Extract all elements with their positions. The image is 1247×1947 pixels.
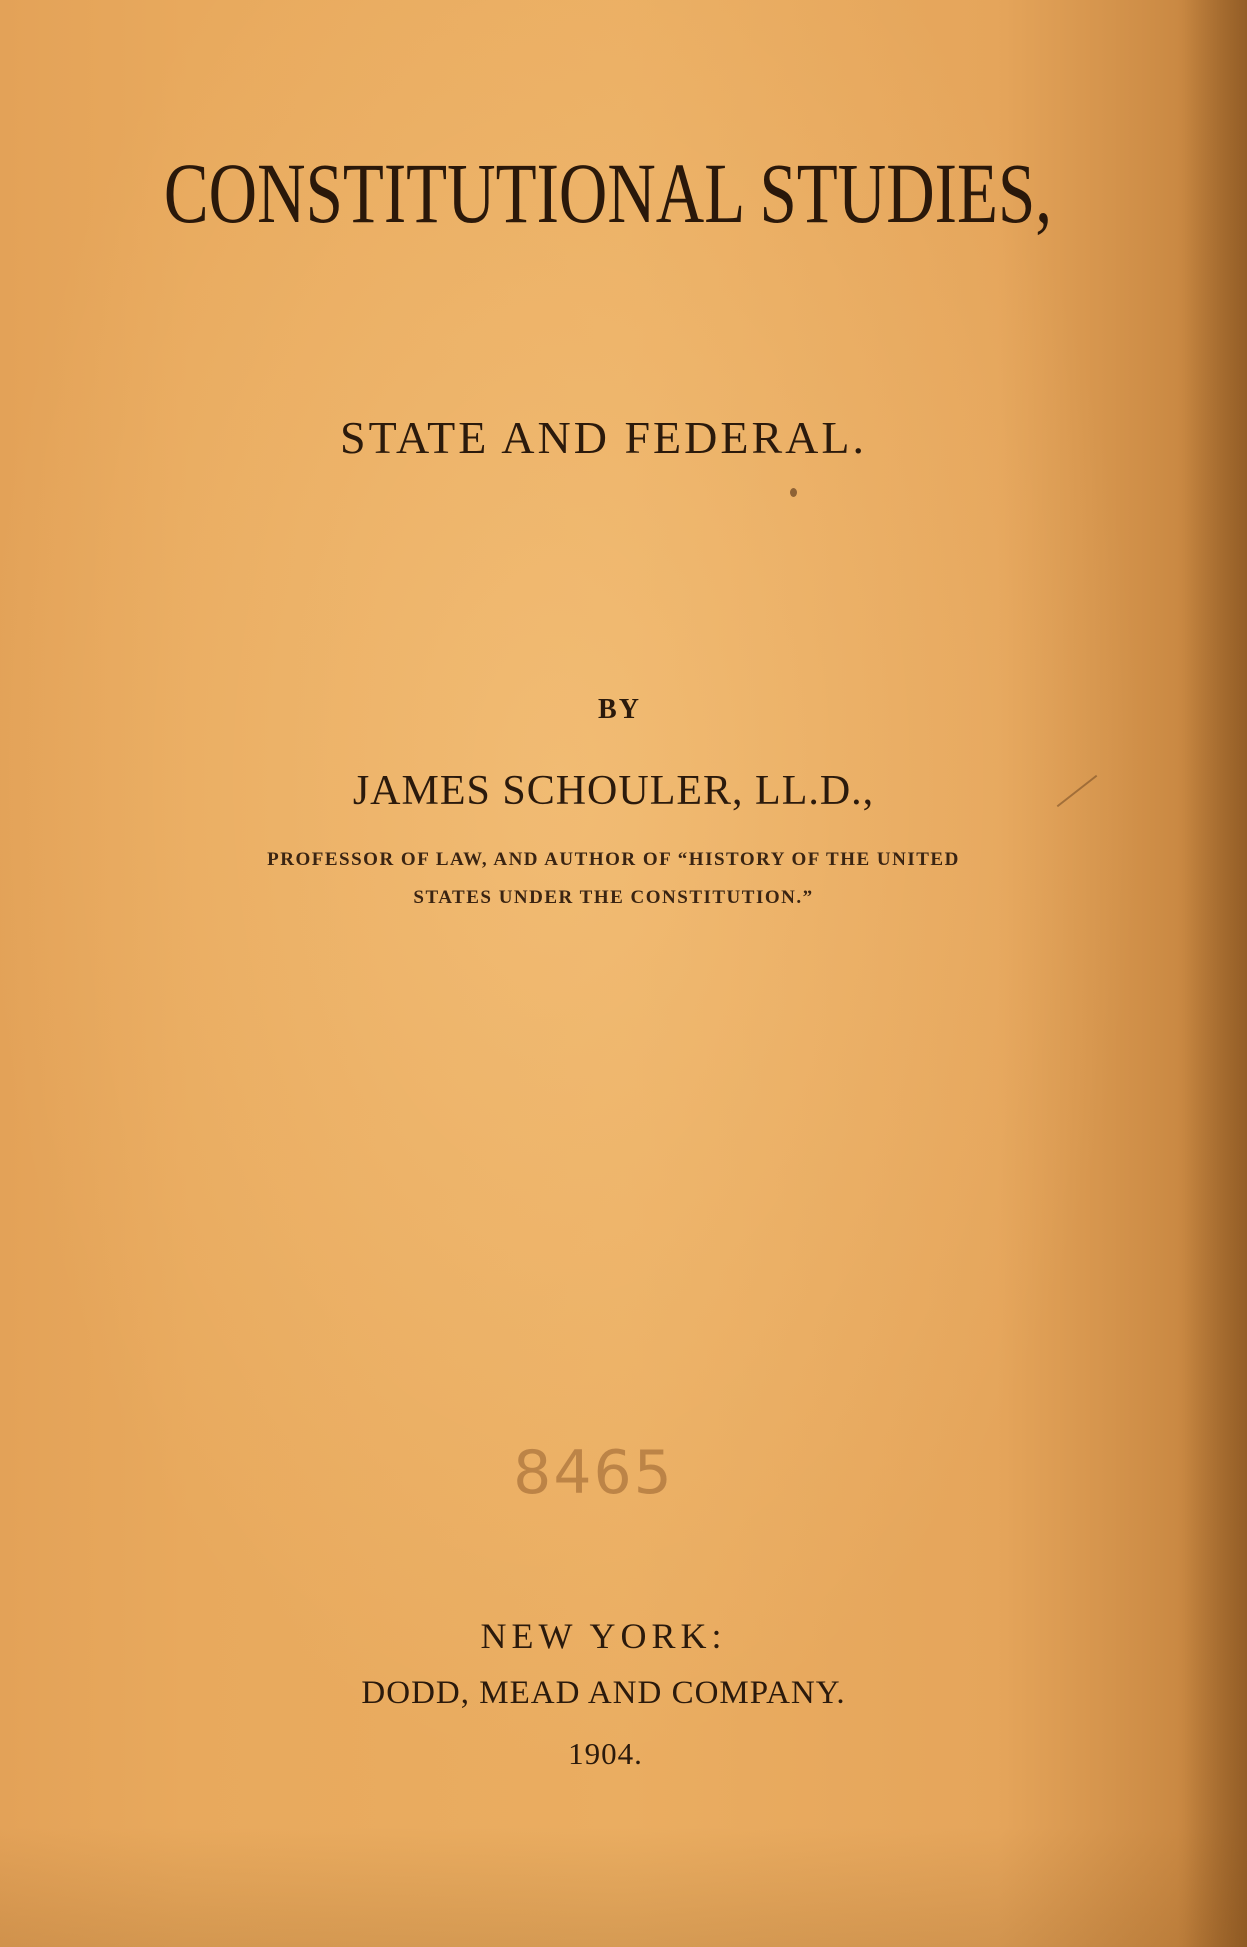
by-line: BY [598, 694, 641, 725]
publisher-name: DODD, MEAD AND COMPANY. [361, 1675, 846, 1711]
author-description-line-1: PROFESSOR OF LAW, AND AUTHOR OF “HISTORY OF THE UNITED [267, 849, 960, 870]
ink-spot [790, 488, 797, 497]
book-subtitle: STATE AND FEDERAL. [340, 412, 867, 463]
publication-year: 1904. [568, 1736, 643, 1771]
author-description-line-2: STATES UNDER THE CONSTITUTION.” [413, 887, 814, 908]
publication-city: NEW YORK: [480, 1616, 727, 1656]
book-title: CONSTITUTIONAL STUDIES, [163, 145, 1053, 241]
page-edge-shadow [1177, 0, 1247, 1947]
accession-number-stamp: 8465 [513, 1438, 674, 1508]
page-bottom-shadow [0, 1827, 1247, 1947]
author-name: JAMES SCHOULER, LL.D., [352, 768, 875, 814]
